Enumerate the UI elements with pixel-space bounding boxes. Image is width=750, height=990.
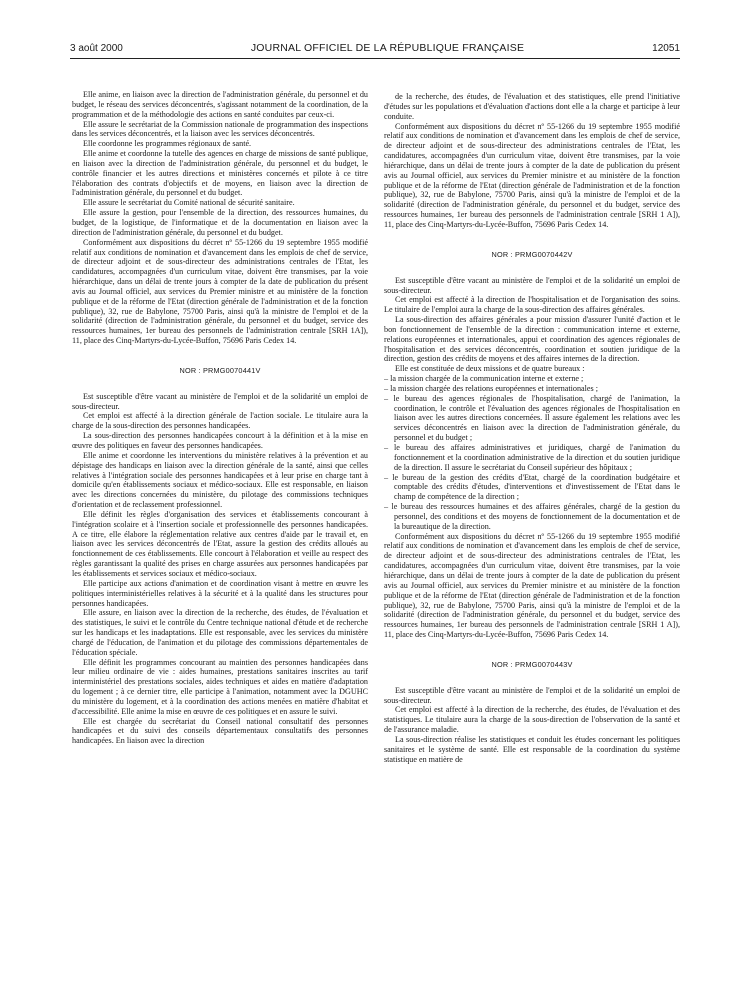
page-header — [70, 40, 680, 56]
paragraph: Elle anime et coordonne les interventions du ministère relatives à la prévention et au dépistage des handicaps en liaison avec la direction générale de la santé, ainsi que celles relatives à l'intégration sociale des personnes handicapées et à leur prise en charge tant à domicile qu'en établissements sociaux et médico-sociaux. Elle est responsable, en liaison avec les directions concernées du ministère, du pilotage des commissions techniques d'orientation et de reclassement professionnel. — [72, 450, 368, 510]
page-number: 12051 — [652, 42, 680, 54]
paragraph: Elle assure, en liaison avec la direction de la recherche, des études, de l'évaluation et des statistiques, le suivi et le contrôle du Centre technique national d'étude et de recherche sur les handicaps et les inadaptations. Elle est responsable, avec les services du ministère chargé de l'éducation, de l'animation et du pilotage des commissions départementales de l'éducation spéciale. — [72, 608, 368, 657]
paragraph: Conformément aux dispositions du décret nº 55-1266 du 19 septembre 1955 modifié relatif aux conditions de nomination et d'avancement dans les emplois de chef de service, de directeur adjoint et de sous-directeur des administrations centrales de l'Etat, les candidatures, accompagnées d'un curriculum vitae, doivent être transmises, par la voie hiérarchique, dans un délai de trente jours à compter de la date de publication du présent avis au Journal officiel, aux services du Premier ministre et au ministère de la fonction publique et de la réforme de l'Etat (direction générale de l'administration et de la fonction publique), 32, rue de Babylone, 75700 Paris, ainsi qu'à la ministre de l'emploi et de la solidarité (direction de l'administration générale, du personnel et du budget, service des ressources humaines, 1er bureau des personnels de l'administration centrale [SRH 1 A]), 11, place des Cinq-Martyrs-du-Lycée-Buffon, 75696 Paris Cedex 14. — [384, 531, 680, 640]
paragraph: Elle définit les programmes concourant au maintien des personnes handicapées dans leur milieu ordinaire de vie : aides humaines, prestations sanitaires inscrites au tarif interministériel des prestations sociales, aides techniques et aides en matière d'adaptation du logement ; à ce dernier titre, elle participe à l'animation, notamment avec la DGUHC du ministère du logement, et à la coordination des actions menées en matière d'habitat et d'accessibilité. Elle anime la mise en œuvre de ces politiques et en assure le suivi. — [72, 657, 368, 716]
paragraph: Elle assure la gestion, pour l'ensemble de la direction, des ressources humaines, du budget, de la logistique, de l'informatique et de la documentation en liaison avec la direction de l'administration générale, du personnel et du budget. — [72, 208, 368, 237]
journal-title: JOURNAL OFFICIEL DE LA RÉPUBLIQUE FRANÇAISE — [250, 42, 525, 54]
list-item: – la mission chargée des relations européennes et internationales ; — [384, 384, 680, 394]
paragraph: Elle définit les règles d'organisation des services et établissements concourant à l'intégration scolaire et à l'insertion sociale et professionnelle des personnes handicapées. A ce titre, elle élabore la réglementation relative aux centres d'aide par le travail et, en liaison avec les services déconcentrés de l'Etat, assure la gestion des crédits alloués au fonctionnement de ces établissements. Elle concourt à l'élaboration et veille au respect des règles garantissant la qualité des prises en charge assurées aux personnes handicapées par les établissements et services sociaux et médico-sociaux. — [72, 509, 368, 578]
paragraph: La sous-direction réalise les statistiques et conduit les études concernant les politiques sanitaires et le système de santé. Elle est responsable de la coordination du système statistique en matière de — [384, 734, 680, 764]
paragraph: Est susceptible d'être vacant au ministère de l'emploi et de la solidarité un emploi de sous-directeur. — [384, 275, 680, 295]
header-rule — [70, 58, 680, 59]
paragraph: Elle assure le secrétariat du Comité national de sécurité sanitaire. — [83, 198, 295, 208]
paragraph: Cet emploi est affecté à la direction de l'hospitalisation et de l'organisation des soins. Le titulaire de l'emploi aura la charge de la sous-direction des affaires générales. — [384, 295, 680, 315]
paragraph: Est susceptible d'être vacant au ministère de l'emploi et de la solidarité un emploi de sous-directeur. — [72, 391, 368, 411]
publication-date: 3 août 2000 — [70, 42, 123, 54]
bullet-list — [384, 374, 680, 532]
paragraph: Elle assure le secrétariat de la Commission nationale de programmation des inspections dans les services déconcentrés, et la liaison avec les services déconcentrés. — [72, 119, 368, 139]
paragraph: Conformément aux dispositions du décret nº 55-1266 du 19 septembre 1955 modifié relatif aux conditions de nomination et d'avancement dans les emplois de chef de service, de directeur adjoint et de sous-directeur des administrations centrales de l'Etat, les candidatures, accompagnées d'un curriculum vitae, doivent être transmises, par la voie hiérarchique, dans un délai de trente jours à compter de la date de publication du présent avis au Journal officiel, aux services du Premier ministre et au ministère de la fonction publique et de la réforme de l'Etat (direction générale de l'administration et de la fonction publique), 32, rue de Babylone, 75700 Paris, ainsi qu'à la ministre de l'emploi et de la solidarité (direction de l'administration générale, du personnel et du budget, service des ressources humaines, 1er bureau des personnels de l'administration centrale [SRH 1 A]), 11, place des Cinq-Martyrs-du-Lycée-Buffon, 75696 Paris Cedex 14. — [384, 121, 680, 229]
paragraph: Elle est constituée de deux missions et de quatre bureaux : — [395, 364, 585, 374]
list-item: – le bureau des ressources humaines et des affaires générales, chargé de la gestion du personnel, des conditions et des moyens de fonctionnement de la documentation et de la bureautique de la direction. — [384, 502, 680, 532]
paragraph: La sous-direction des affaires générales a pour mission d'assurer l'unité d'action et le bon fonctionnement de l'ensemble de la direction : communication interne et externe, relations européennes et internationales, appui et coordination des agences régionales de l'hospitalisation et des services déconcentrés, coordination et soutien juridique de la direction, gestion des crédits de moyens et des affaires internes de la direction. — [384, 315, 680, 364]
paragraph: Cet emploi est affecté à la direction générale de l'action sociale. Le titulaire aura la charge de la sous-direction des personnes handicapées. — [72, 411, 368, 431]
paragraph: Est susceptible d'être vacant au ministère de l'emploi et de la solidarité un emploi de sous-directeur. — [384, 685, 680, 705]
list-item: – le bureau de la gestion des crédits d'Etat, chargé de la coordination budgétaire et comptable des crédits d'études, d'interventions et d'investissement de l'Etat dans le champ de compétence de la direction ; — [384, 473, 680, 503]
list-item: – la mission chargée de la communication interne et externe ; — [384, 374, 680, 384]
paragraph: de la recherche, des études, de l'évaluation et des statistiques, elle prend l'initiative d'études sur les populations et d'évaluation d'actions dont elle a la charge et participe à leur conduite. — [384, 92, 680, 121]
paragraph: Conformément aux dispositions du décret nº 55-1266 du 19 septembre 1955 modifié relatif aux conditions de nomination et d'avancement dans les emplois de chef de service, de directeur adjoint et de sous-directeur des administrations centrales de l'Etat, les candidatures, accompagnées d'un curriculum vitae, doivent être transmises, par la voie hiérarchique, dans un délai de trente jours à compter de la date de publication du présent avis au Journal officiel, aux services du Premier ministre et au ministère de la fonction publique et de la réforme de l'Etat (direction générale de l'administration et de la fonction publique), 32, rue de Babylone, 75700 Paris, ainsi qu'à la ministre de l'emploi et de la solidarité (direction de l'administration générale, du personnel et du budget, service des ressources humaines, 1er bureau des personnels de l'administration centrale [SRH 1A]), 11, place des Cinq-Martyrs-du-Lycée-Buffon, 75696 Paris Cedex 14. — [72, 237, 368, 346]
nor-reference: NOR : PRMG0070442V — [491, 249, 573, 259]
list-item: – le bureau des affaires administratives et juridiques, chargé de l'animation du fonctionnement et la coordination administrative de la direction et du soutien juridique de la direction. Il assure le secrétariat du Conseil supérieur des hôpitaux ; — [384, 443, 680, 473]
nor-reference: NOR : PRMG0070441V — [179, 365, 261, 375]
paragraph: Elle coordonne les programmes régionaux de santé. — [83, 139, 252, 149]
list-item: – le bureau des agences régionales de l'hospitalisation, chargé de l'animation, la coordination, le contrôle et l'évaluation des agences régionales de l'hospitalisation en liaison avec les autres directions concernées. Il assure également les relations avec les services déconcentrés en liaison avec la direction de l'administration générale, du personnel et du budget ; — [384, 394, 680, 443]
paragraph: Elle est chargée du secrétariat du Conseil national consultatif des personnes handicapées et du suivi des conseils départementaux consultatifs des personnes handicapées. En liaison avec la direction — [72, 716, 368, 746]
paragraph: Elle anime et coordonne la tutelle des agences en charge de missions de santé publique, en liaison avec la direction de l'administration générale, du personnel et du budget, le contrôle financier et les autres directions et ministères concernés et pilote à ce titre l'élaboration des contrats d'objectifs et de moyens, en liaison avec la direction de l'administration générale, du personnel et du budget. — [72, 149, 368, 198]
left-column — [72, 90, 368, 970]
paragraph: Elle anime, en liaison avec la direction de l'administration générale, du personnel et du budget, le réseau des services déconcentrés, s'agissant notamment de la coordination, de la programmation et de la méthodologie des actions en santé conduites par ceux-ci. — [72, 90, 368, 119]
paragraph: La sous-direction des personnes handicapées concourt à la définition et à la mise en œuvre des politiques en faveur des personnes handicapées. — [72, 431, 368, 450]
nor-reference: NOR : PRMG0070443V — [491, 659, 573, 669]
paragraph: Elle participe aux actions d'animation et de coordination visant à mettre en œuvre les politiques interministérielles relatives à la sécurité et à la qualité dans les structures pour personnes handicapées. — [72, 578, 368, 608]
paragraph: Cet emploi est affecté à la direction de la recherche, des études, de l'évaluation et des statistiques. Le titulaire aura la charge de la sous-direction de l'observation de la santé et de l'assurance maladie. — [384, 705, 680, 735]
right-column — [384, 92, 680, 970]
